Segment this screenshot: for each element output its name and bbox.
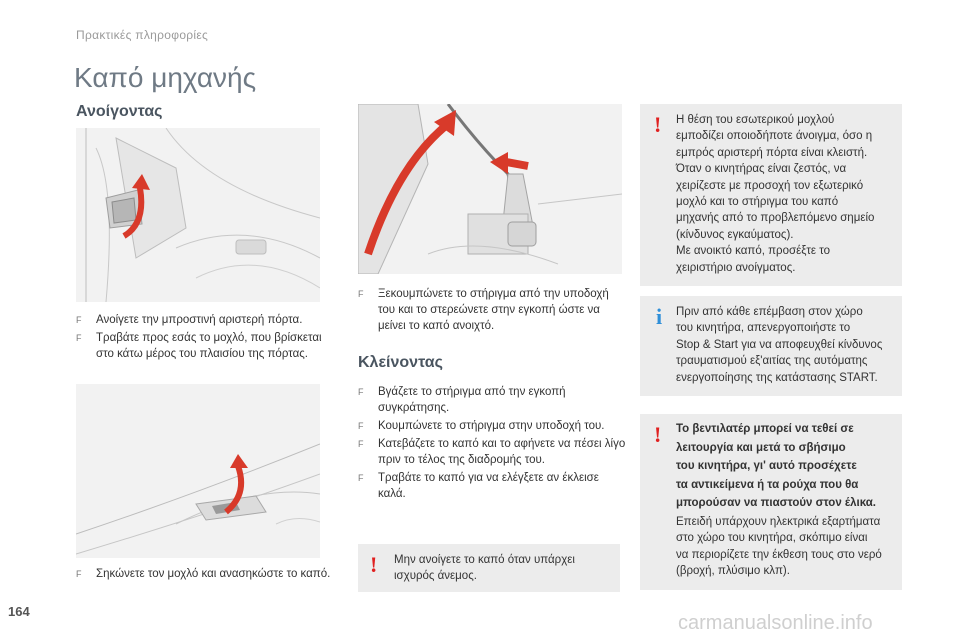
closing-heading: Κλείνοντας — [358, 354, 443, 371]
page-title: Καπό μηχανής — [74, 62, 257, 93]
watermark: carmanualsonline.info — [678, 612, 873, 634]
opening-step3-list — [358, 286, 626, 336]
bullet-mark: F — [358, 421, 364, 431]
info-icon: i — [656, 304, 663, 329]
page-number: 164 — [8, 604, 30, 619]
fan-warning-bold-text: Το βεντιλατέρ μπορεί να τεθεί σε λειτουργία και μετά το σβήσιμο του κινητήρα, γι' αυτό προσέχετε τα αντικείμενα ή τα ρούχα που θα μπορούσαν να πιαστούν στον έλικα. — [676, 423, 876, 509]
exterior-release-lever-illustration — [76, 384, 320, 558]
list-item: F Κατεβάζετε το καπό και το αφήνετε να πέσει λίγο πριν το τέλος της διαδρομής του. — [358, 438, 626, 466]
lever-warning-note — [640, 104, 902, 286]
opening-heading: Ανοίγοντας — [76, 103, 163, 120]
bullet-mark: F — [76, 333, 82, 343]
list-item: F Κουμπώνετε το στήριγμα στην υποδοχή του. — [358, 420, 605, 432]
bullet-mark: F — [76, 315, 82, 325]
wind-warning-text: Μην ανοίγετε το καπό όταν υπάρχει ισχυρός άνεμος. — [394, 554, 575, 583]
interior-release-lever-illustration — [76, 128, 320, 302]
list-item: F Τραβάτε προς εσάς το μοχλό, που βρίσκεται στο κάτω μέρος του πλαισίου της πόρτας. — [76, 332, 322, 360]
list-item: F Ξεκουμπώνετε το στήριγμα από την υποδοχή του και το στερεώνετε στην εγκοπή ώστε να μείνει το καπό ανοιχτό. — [358, 288, 609, 332]
fan-warning-text: Επειδή υπάρχουν ηλεκτρικά εξαρτήματα στο χώρο του κινητήρα, σκόπιμο είναι να περιορίζετε την έκθεση τους στο νερό (βροχή, πλύσιμο κλπ). — [676, 516, 882, 578]
fan-warning-note — [640, 414, 902, 590]
warning-icon: ! — [370, 552, 378, 577]
bullet-mark: F — [358, 473, 364, 483]
bullet-mark: F — [358, 439, 364, 449]
stop-start-info-text: Πριν από κάθε επέμβαση στον χώρο του κινητήρα, απενεργοποιήστε το Stop & Start για να αποφευχθεί κίνδυνος τραυματισμού εξ'αιτίας της αυτόματης ενεργοποίησης της κατάστασης START. — [676, 306, 883, 384]
bonnet-stay-illustration — [358, 104, 622, 274]
stop-start-info-note — [640, 296, 902, 396]
closing-list — [358, 384, 626, 504]
lever-warning-text: Η θέση του εσωτερικού μοχλού εμποδίζει οποιοδήποτε άνοιγμα, όσο η εμπρός αριστερή πόρτα είναι κλειστή. Όταν ο κινητήρας είναι ζεστός, να χειρίζεστε με προσοχή τον εξωτερικό μοχλό και το στήριγμα του καπό μηχανής από το προβλεπόμενο σημείο (κίνδυνος εγκαύματος). Με ανοικτό καπό, προσέξτε το χειριστήριο ανοίγματος. — [676, 114, 875, 274]
list-item: F Τραβάτε το καπό για να ελέγξετε αν έκλεισε καλά. — [358, 472, 599, 500]
bullet-mark: F — [358, 289, 364, 299]
warning-icon: ! — [654, 422, 662, 447]
section-title: Πρακτικές πληροφορίες — [76, 28, 209, 42]
opening-step1-list — [76, 312, 332, 364]
list-item: F Βγάζετε το στήριγμα από την εγκοπή συγκράτησης. — [358, 386, 566, 414]
warning-icon: ! — [654, 112, 662, 137]
wind-warning-note — [358, 544, 620, 592]
opening-step2-list — [76, 566, 332, 584]
list-item: F Ανοίγετε την μπροστινή αριστερή πόρτα. — [76, 314, 303, 326]
list-item: F Σηκώνετε τον μοχλό και ανασηκώστε το καπό. — [76, 568, 331, 580]
bullet-mark: F — [76, 569, 82, 579]
bullet-mark: F — [358, 387, 364, 397]
